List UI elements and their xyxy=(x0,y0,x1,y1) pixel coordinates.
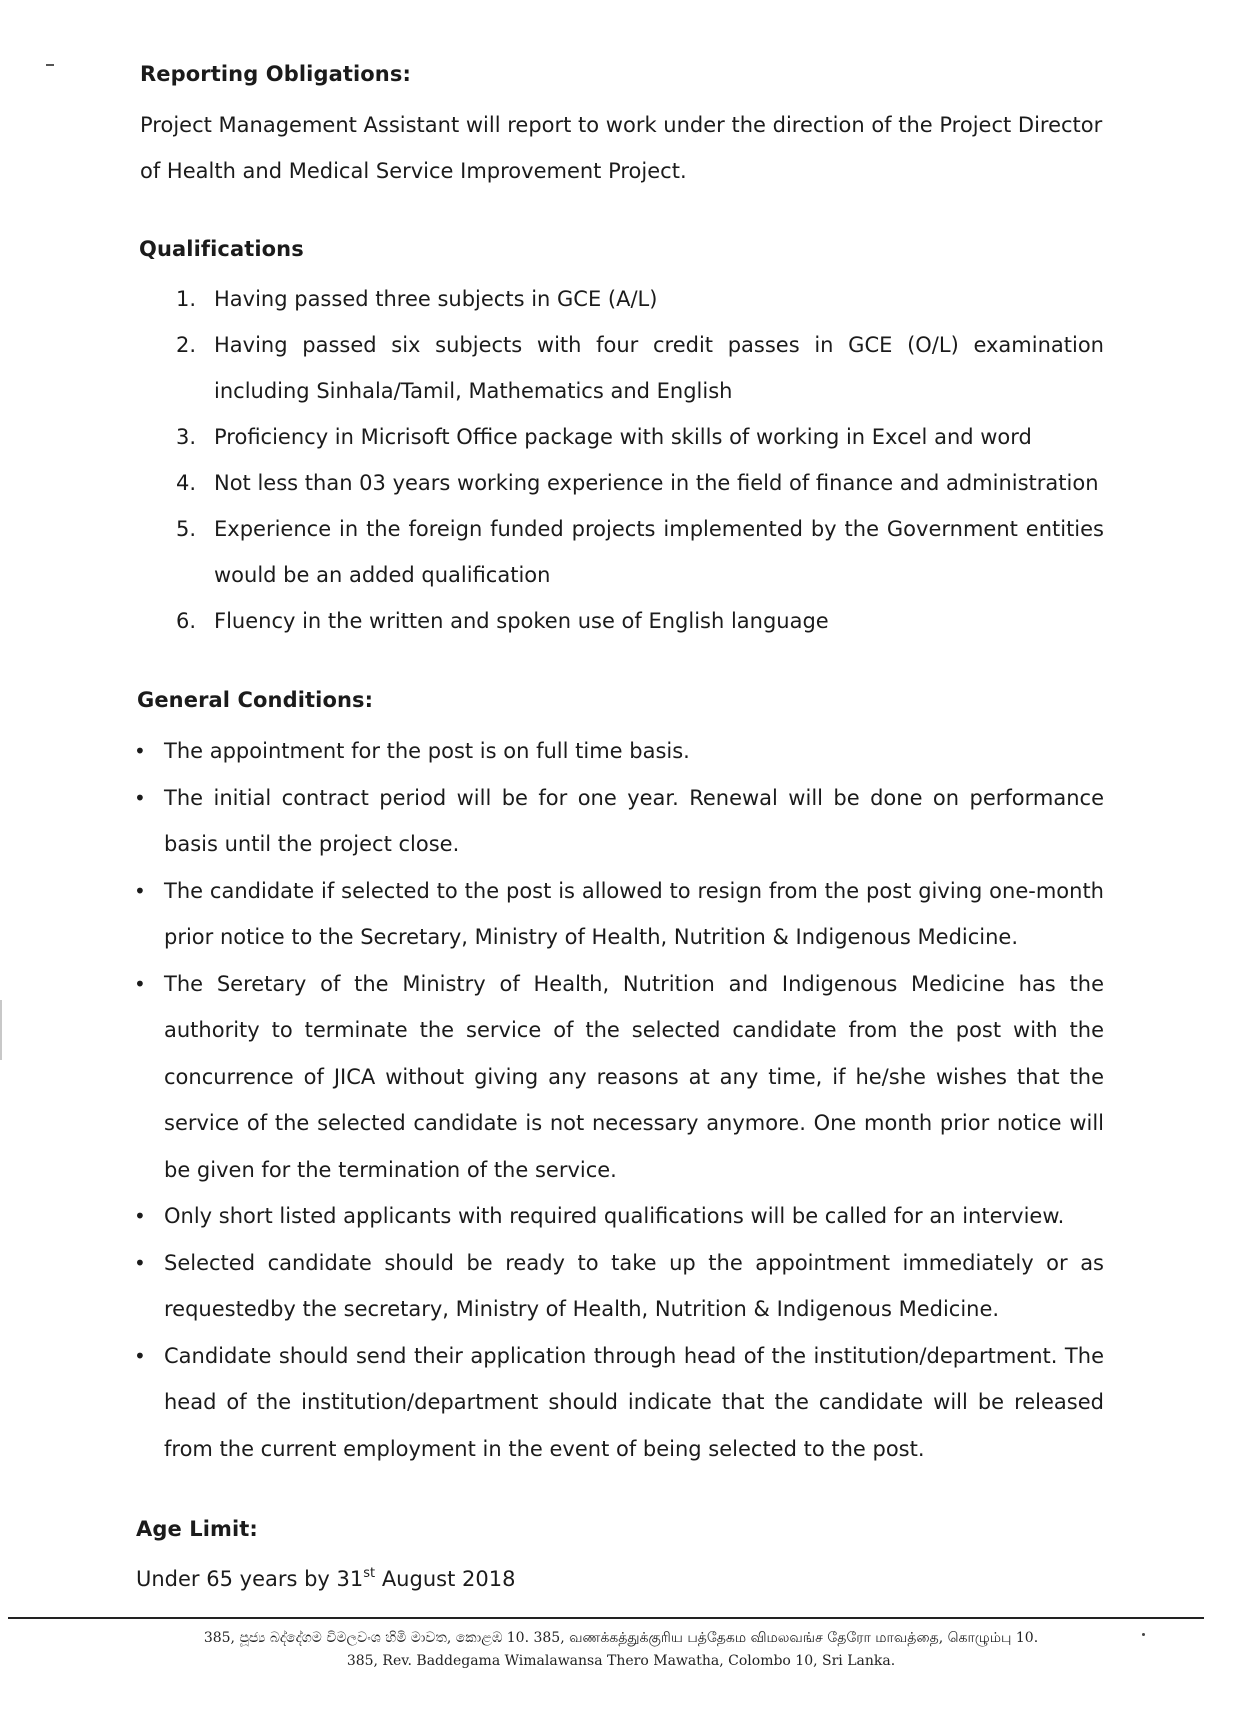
condition-item: • Candidate should send their application through head of the institution/department. The head of the institution/department should indicate that the candidate will be released from the current employment in the event of being selected to the post. xyxy=(130,1333,1104,1473)
scan-artifact-dot xyxy=(1142,1633,1145,1636)
scan-artifact-mark xyxy=(46,64,54,66)
bullet-icon: • xyxy=(134,1250,146,1275)
condition-item: • The candidate if selected to the post is allowed to resign from the post giving one-month prior notice to the Secretary, Ministry of Health, Nutrition & Indigenous Medicine. xyxy=(130,868,1104,961)
bullet-icon: • xyxy=(134,1343,146,1368)
condition-item: • The Seretary of the Ministry of Health, Nutrition and Indigenous Medicine has the authority to terminate the service of the selected candidate from the post with the concurrence of JICA without giving any reasons at any time, if he/she wishes that the service of the selected candidate is not necessary anymore. One month prior notice will be given for the termination of the service. xyxy=(130,961,1104,1194)
condition-item: • Selected candidate should be ready to take up the appointment immediately or as requestedby the secretary, Ministry of Health, Nutrition & Indigenous Medicine. xyxy=(130,1240,1104,1333)
qualification-item: 3. Proficiency in Micrisoft Office package with skills of working in Excel and word xyxy=(176,425,1032,449)
age-limit-text: Under 65 years by 31st August 2018 xyxy=(136,1566,516,1591)
qualification-item: 4. Not less than 03 years working experience in the field of finance and administration xyxy=(176,471,1099,495)
reporting-line-2: of Health and Medical Service Improvement Project. xyxy=(140,159,687,183)
general-conditions-heading: General Conditions: xyxy=(137,688,374,712)
age-limit-heading: Age Limit: xyxy=(136,1517,258,1541)
general-conditions-list xyxy=(130,728,1104,1472)
qualification-item: 5. Experience in the foreign funded projects implemented by the Government entities would be an added qualification xyxy=(176,517,1104,587)
reporting-line-1: Project Management Assistant will report to work under the direction of the Project Director xyxy=(140,113,1103,137)
bullet-icon: • xyxy=(134,785,146,810)
qualifications-heading: Qualifications xyxy=(139,237,304,261)
bullet-icon: • xyxy=(134,971,146,996)
bullet-icon: • xyxy=(134,878,146,903)
qualification-item: 1. Having passed three subjects in GCE (A/L) xyxy=(176,287,658,311)
condition-item: • The appointment for the post is on full time basis. xyxy=(130,728,1104,775)
reporting-heading: Reporting Obligations: xyxy=(140,62,411,86)
footer-divider xyxy=(8,1617,1204,1619)
bullet-icon: • xyxy=(134,1204,146,1228)
qualification-item: 6. Fluency in the written and spoken use of English language xyxy=(176,609,829,633)
footer-address-english: 385, Rev. Baddegama Wimalawansa Thero Mawatha, Colombo 10, Sri Lanka. xyxy=(346,1653,896,1669)
footer-address-local: 385, පූජ්‍ය බද්දේගම විමලවංශ හිමි මාවත, කොළඹ 10. 385, வணக்கத்துக்குரிய பத்தேகம விமலவங்ச தேரோ மாவத்தை, கொழும்பு 10. xyxy=(203,1630,1039,1646)
scan-artifact-edge xyxy=(0,1000,2,1060)
condition-item: • The initial contract period will be for one year. Renewal will be done on performance basis until the project close. xyxy=(130,775,1104,868)
bullet-icon: • xyxy=(134,739,146,763)
qualifications-list xyxy=(140,276,1104,644)
condition-item: • Only short listed applicants with required qualifications will be called for an interview. xyxy=(130,1193,1104,1240)
qualification-item: 2. Having passed six subjects with four credit passes in GCE (O/L) examination including Sinhala/Tamil, Mathematics and English xyxy=(176,333,1104,403)
